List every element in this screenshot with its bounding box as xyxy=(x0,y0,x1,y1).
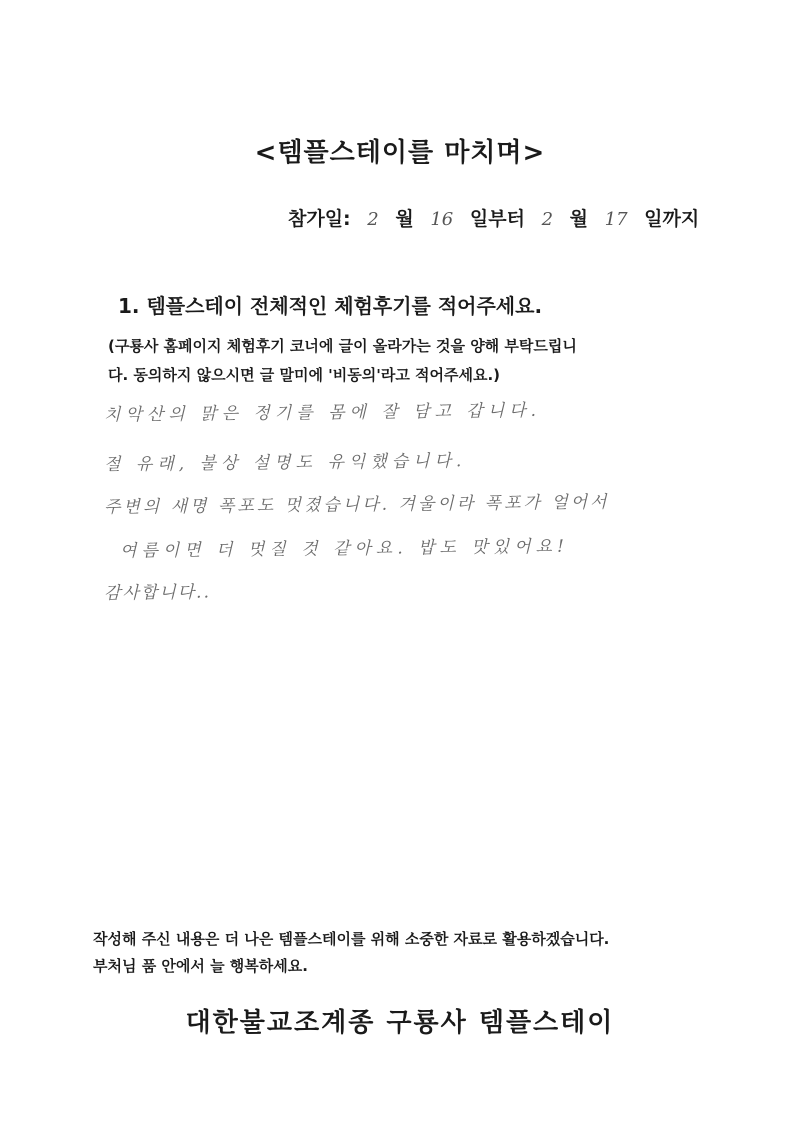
month-unit-label: 월 xyxy=(569,208,589,230)
until-label: 일까지 xyxy=(644,208,700,230)
start-day-value: 16 xyxy=(430,209,454,230)
handwritten-line: 절 유래, 불상 설명도 유익했습니다. xyxy=(103,451,467,475)
end-day-value: 17 xyxy=(604,209,628,230)
start-month-value: 2 xyxy=(367,209,379,230)
consent-note-line: (구룡사 홈페이지 체험후기 코너에 글이 올라가는 것을 양해 부탁드립니 xyxy=(108,337,577,355)
handwritten-line: 감사합니다.. xyxy=(103,582,212,604)
handwritten-line: 주변의 새명 폭포도 멋졌습니다. 겨울이라 폭포가 얼어서 xyxy=(103,492,610,518)
participation-label: 참가일: xyxy=(288,208,351,230)
page-title: <템플스테이를 마치며> xyxy=(254,138,546,168)
month-unit-label: 월 xyxy=(395,208,414,230)
handwritten-line: 치악산의 맑은 정기를 몸에 잘 담고 갑니다. xyxy=(103,400,542,426)
footer-note-line: 작성해 주신 내용은 더 나은 템플스테이를 위해 소중한 자료로 활용하겠습니다. xyxy=(93,930,610,948)
consent-note xyxy=(108,332,698,390)
participation-dates xyxy=(288,204,699,231)
footer-note-line: 부처님 품 안에서 늘 행복하세요. xyxy=(93,957,308,975)
consent-note-line: 다. 동의하지 않으시면 글 말미에 '비동의'라고 적어주세요.) xyxy=(108,366,501,384)
footer-note xyxy=(93,926,609,980)
from-label: 일부터 xyxy=(469,208,525,230)
end-month-value: 2 xyxy=(541,209,554,230)
organization-name: 대한불교조계종 구룡사 템플스테이 xyxy=(185,1008,615,1038)
question-heading: 1. 템플스테이 전체적인 체험후기를 적어주세요. xyxy=(118,294,543,318)
handwritten-line: 여름이면 더 멋질 것 같아요. 밥도 맛있어요! xyxy=(119,536,569,562)
